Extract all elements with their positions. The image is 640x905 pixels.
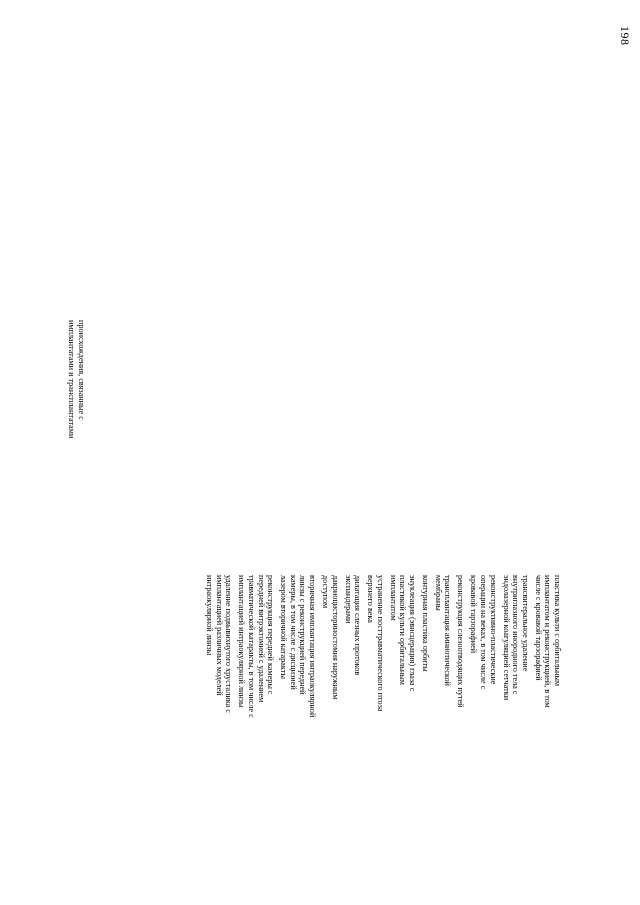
left-column-text — [67, 320, 86, 540]
procedure-line: устранение посттравматического птоза — [375, 575, 385, 712]
procedure-entry — [366, 575, 385, 805]
procedure-line: камеры, в том числе с дисцизией — [288, 575, 298, 690]
procedure-entry — [205, 575, 234, 805]
procedure-line: верхнего века — [366, 575, 376, 623]
procedure-line: имплантатом — [388, 575, 398, 621]
page-number: 198 — [618, 26, 632, 46]
procedure-line: контурная пластика орбиты — [420, 575, 430, 672]
procedure-line: вторичная имплантация интраокулярной — [308, 575, 318, 718]
procedure-line: имплантацией различных моделей — [214, 575, 224, 696]
procedure-entry — [433, 575, 452, 805]
procedure-line: передней витрэктомией с удалением — [256, 575, 266, 703]
procedure-entry — [456, 575, 466, 805]
procedure-line: кровавой тарзорафией — [469, 575, 479, 654]
procedure-line: пластика культи с орбитальным — [553, 575, 562, 687]
left-line-1: происхождения, связанные с — [77, 320, 86, 420]
procedure-line: пластикой культи орбитальным — [398, 575, 408, 685]
procedure-line: лазером вторичной катаракты — [279, 575, 289, 679]
procedure-entry — [343, 575, 362, 805]
procedure-entry — [279, 575, 317, 805]
procedure-entry — [320, 575, 339, 805]
procedure-list — [201, 575, 562, 805]
procedure-line: трансвитеральное удаление — [520, 575, 530, 672]
procedure-line: внутриглазного инородного тела с — [511, 575, 521, 695]
procedure-line: дакриоцисториностомия наружным — [330, 575, 340, 700]
procedure-entry — [388, 575, 417, 805]
procedure-line: реконструкция передней камеры с — [266, 575, 276, 695]
procedure-line: имплантацией интраокулярной линзы — [237, 575, 247, 708]
procedure-entry — [533, 575, 562, 805]
procedure-line: реконструктивно-пластические — [488, 575, 498, 685]
procedure-entry — [501, 575, 530, 805]
procedure-entry — [469, 575, 498, 805]
procedure-entry — [420, 575, 430, 805]
procedure-line: интраокулярной линзы — [205, 575, 215, 656]
procedure-line: энуклеация (эвисцерация) глаза с — [407, 575, 417, 692]
procedure-line: удаление подвывихнутого хрусталика с — [224, 575, 234, 713]
procedure-line: реконструкция слезоотводящих путей — [456, 575, 466, 708]
procedure-line: операции на веках, в том числе с — [479, 575, 489, 690]
procedure-line: эндолазерной коагуляцией сетчатки — [501, 575, 511, 701]
procedure-line: дилатация слезных протоков — [353, 575, 363, 676]
procedure-line: мембраны — [433, 575, 443, 611]
procedure-line: имплантатом и реконструкцией, в том — [543, 575, 553, 708]
procedure-line: доступом — [321, 575, 331, 609]
procedure-line: числе с кровавой тарзорафией — [533, 575, 543, 681]
procedure-line: экспандерами — [343, 575, 353, 624]
procedure-line: травматической катаракты, в том числе с — [247, 575, 257, 718]
procedure-entry — [237, 575, 275, 805]
procedure-line: линзы с реконструкцией передней — [298, 575, 308, 695]
procedure-line: трансплантация амниотической — [443, 575, 453, 686]
left-line-2: имплантатами и трансплантатами — [67, 320, 77, 439]
